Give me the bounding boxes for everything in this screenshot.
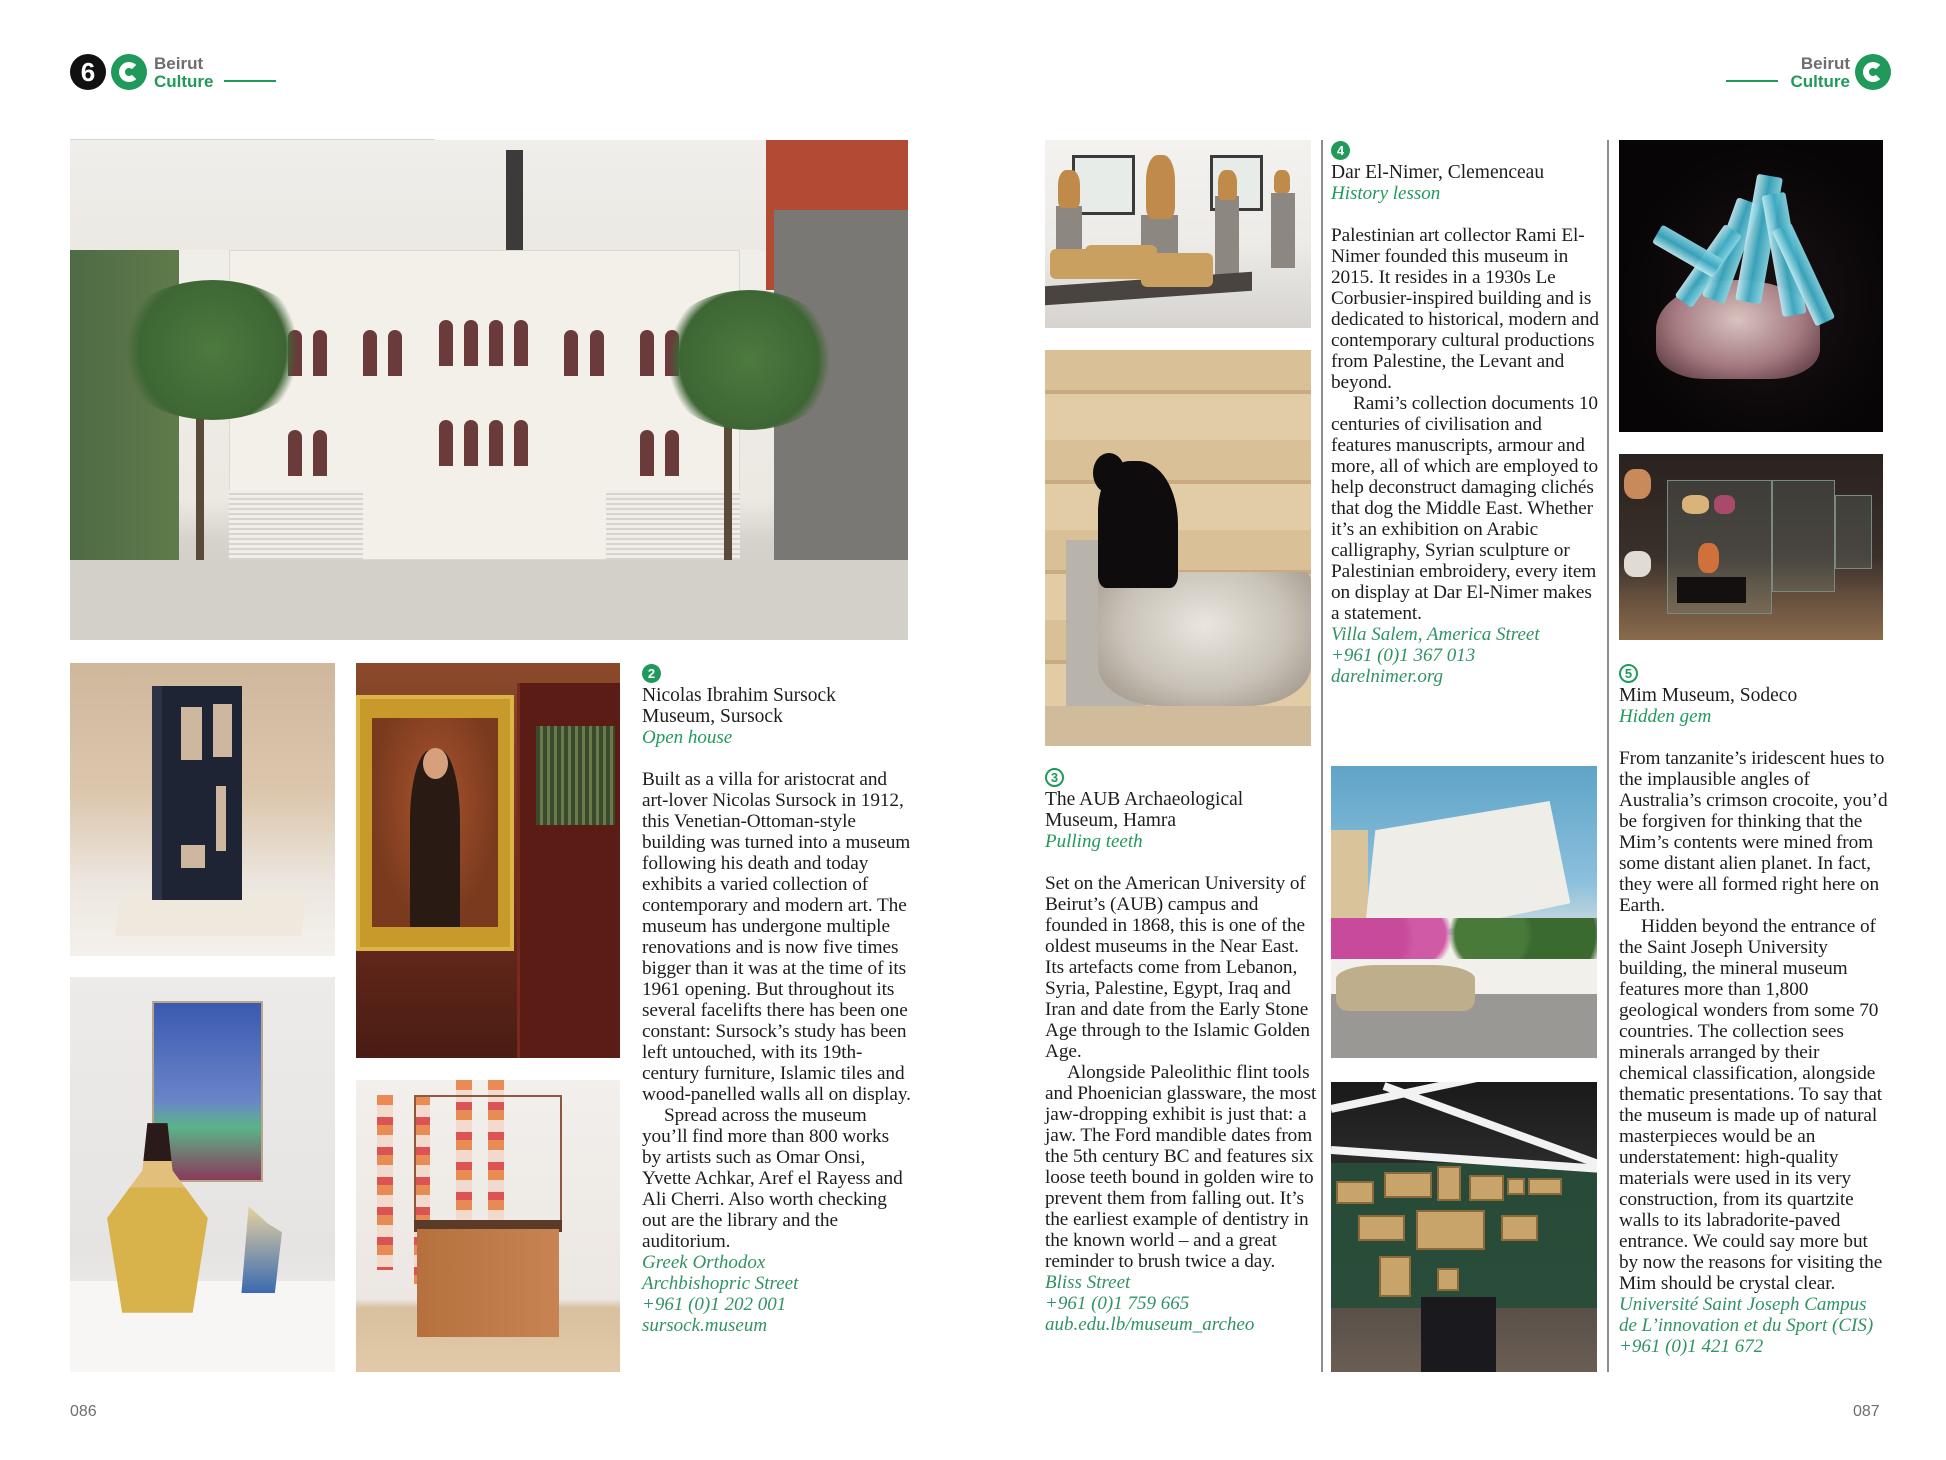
website-link[interactable]: sursock.museum <box>642 1315 768 1336</box>
culture-section-icon <box>1855 54 1891 90</box>
photo-sursock-vitrine <box>356 1080 620 1372</box>
entry-number-marker: 5 <box>1619 664 1638 683</box>
website-link[interactable]: darelnimer.org <box>1331 666 1444 687</box>
entry-contact-info <box>1331 624 1601 687</box>
photo-mim-gallery <box>1619 454 1883 640</box>
venue-name: Dar El-Nimer, Clemenceau <box>1331 162 1545 183</box>
entry-body: From tanzanite’s iridescent hues to the implausible angles of Australia’s crimson crocoite, you’d be forgiven for thinking that the Mim’s contents were mined from some distant alien planet. In fact, they were all formed right here on Earth. Hidden beyond the entrance of the Saint Joseph University building, the mineral museum features more than 1,800 geological wonders from some 70 countries. The collection sees minerals arranged by their chemical classification, alongside thematic presentations. To say that the museum is made up of natural masterpieces would be an understatement: high-quality materials were used in its very construction, from its quartzite walls to its labradorite-paved entrance. We could say more but by now the reasons for visiting the Mim should be crystal clear. <box>1619 748 1888 1294</box>
chapter-number-badge: 6 <box>70 54 106 90</box>
entry-body: Set on the American University of Beirut’s (AUB) campus and founded in 1868, this is one of the oldest museums in the Near East. Its artefacts come from Lebanon, Syria, Palestine, Egypt, Iraq and Iran and date from the Early Stone Age through to the Islamic Golden Age. Alongside Paleolithic flint tools and Phoenician glassware, the most jaw-dropping exhibit is just that: a jaw. The Ford mandible dates from the 5th century BC and features six loose teeth bound in golden wire to prevent them from falling out. It’s the earliest example of dentistry in the known world – and a great reminder to brush twice a day. <box>1045 873 1317 1272</box>
photo-sursock-facade <box>70 140 908 640</box>
entry-body: Palestinian art collector Rami El-Nimer founded this museum in 2015. It resides in a 1930s Le Corbusier-inspired building and is dedicated to historical, modern and contemporary cultural productions from Palestine, the Levant and beyond. Rami’s collection documents 10 centuries of civilisation and features manuscripts, armour and more, all of which are employed to help deconstruct damaging clichés that dog the Middle East. Whether it’s an exhibition on Arabic calligraphy, Syrian sculpture or Palestinian embroidery, every item on display at Dar El-Nimer makes a statement. <box>1331 225 1599 624</box>
venue-name: Nicolas Ibrahim Sursock Museum, Sursock <box>642 685 836 727</box>
entry-aub-museum <box>1045 767 1317 1335</box>
photo-dar-el-nimer-gallery <box>1331 1082 1597 1372</box>
entry-body: Built as a villa for aristocrat and art-lover Nicolas Sursock in 1912, this Venetian-Ottoman-style building was turned into a museum following his death and today exhibits a varied collection of contemporary and modern art. The museum has undergone multiple renovations and is now five times bigger than it was at the time of its 1961 opening. But throughout its several facelifts there has been one constant: Sursock’s study has been left untouched, with its 19th-century furniture, Islamic tiles and wood-panelled walls all on display. Spread across the museum you’ll find more than 800 works by artists such as Omar Onsi, Yvette Achkar, Aref el Rayess and Ali Cherri. Also worth checking out are the library and the auditorium. <box>642 769 911 1252</box>
column-divider <box>1607 140 1609 1372</box>
running-head-right <box>1780 55 1850 91</box>
venue-name: Mim Museum, Sodeco <box>1619 685 1798 706</box>
phone-number: +961 (0)1 421 672 <box>1619 1336 1764 1357</box>
website-link[interactable]: aub.edu.lb/museum_archeo <box>1045 1314 1255 1335</box>
photo-sursock-study <box>356 663 620 1058</box>
entry-contact-info <box>1045 1272 1317 1335</box>
entry-kicker: Hidden gem <box>1619 706 1712 727</box>
entry-kicker: Pulling teeth <box>1045 831 1143 852</box>
header-rule <box>224 80 276 82</box>
entry-contact-info <box>1619 1294 1891 1357</box>
entry-sursock <box>642 663 912 1336</box>
entry-contact-info <box>642 1252 912 1336</box>
photo-sursock-figures <box>70 977 335 1372</box>
phone-number: +961 (0)1 202 001 <box>642 1294 787 1315</box>
venue-name: The AUB Archaeological Museum, Hamra <box>1045 789 1244 831</box>
address-line: Greek Orthodox <box>642 1252 766 1273</box>
running-head-left <box>154 55 214 91</box>
photo-aub-cat <box>1045 350 1311 746</box>
photo-dar-el-nimer-villa <box>1331 766 1597 1058</box>
section-label: Culture <box>154 72 214 91</box>
entry-mim-museum <box>1619 663 1891 1357</box>
entry-number-marker: 2 <box>642 664 661 683</box>
phone-number: +961 (0)1 367 013 <box>1331 645 1476 666</box>
culture-section-icon <box>111 54 147 90</box>
phone-number: +961 (0)1 759 665 <box>1045 1293 1190 1314</box>
address-line: Villa Salem, America Street <box>1331 624 1540 645</box>
address-line: de L’innovation et du Sport (CIS) <box>1619 1315 1874 1336</box>
entry-kicker: History lesson <box>1331 183 1441 204</box>
city-label: Beirut <box>154 54 204 73</box>
photo-mim-crystal <box>1619 140 1883 432</box>
entry-number-marker: 4 <box>1331 141 1350 160</box>
section-label: Culture <box>1790 72 1850 91</box>
address-line: Bliss Street <box>1045 1272 1131 1293</box>
photo-sursock-sculpture <box>70 663 335 956</box>
page-number-right: 087 <box>1853 1403 1880 1420</box>
entry-number-marker: 3 <box>1045 768 1064 787</box>
header-rule <box>1726 80 1778 82</box>
entry-kicker: Open house <box>642 727 733 748</box>
entry-dar-el-nimer <box>1331 140 1601 687</box>
address-line: Archbishopric Street <box>642 1273 799 1294</box>
page-number-left: 086 <box>70 1403 97 1420</box>
column-divider <box>1321 140 1323 1372</box>
city-label: Beirut <box>1800 54 1850 73</box>
photo-aub-gallery <box>1045 140 1311 328</box>
address-line: Université Saint Joseph Campus <box>1619 1294 1867 1315</box>
